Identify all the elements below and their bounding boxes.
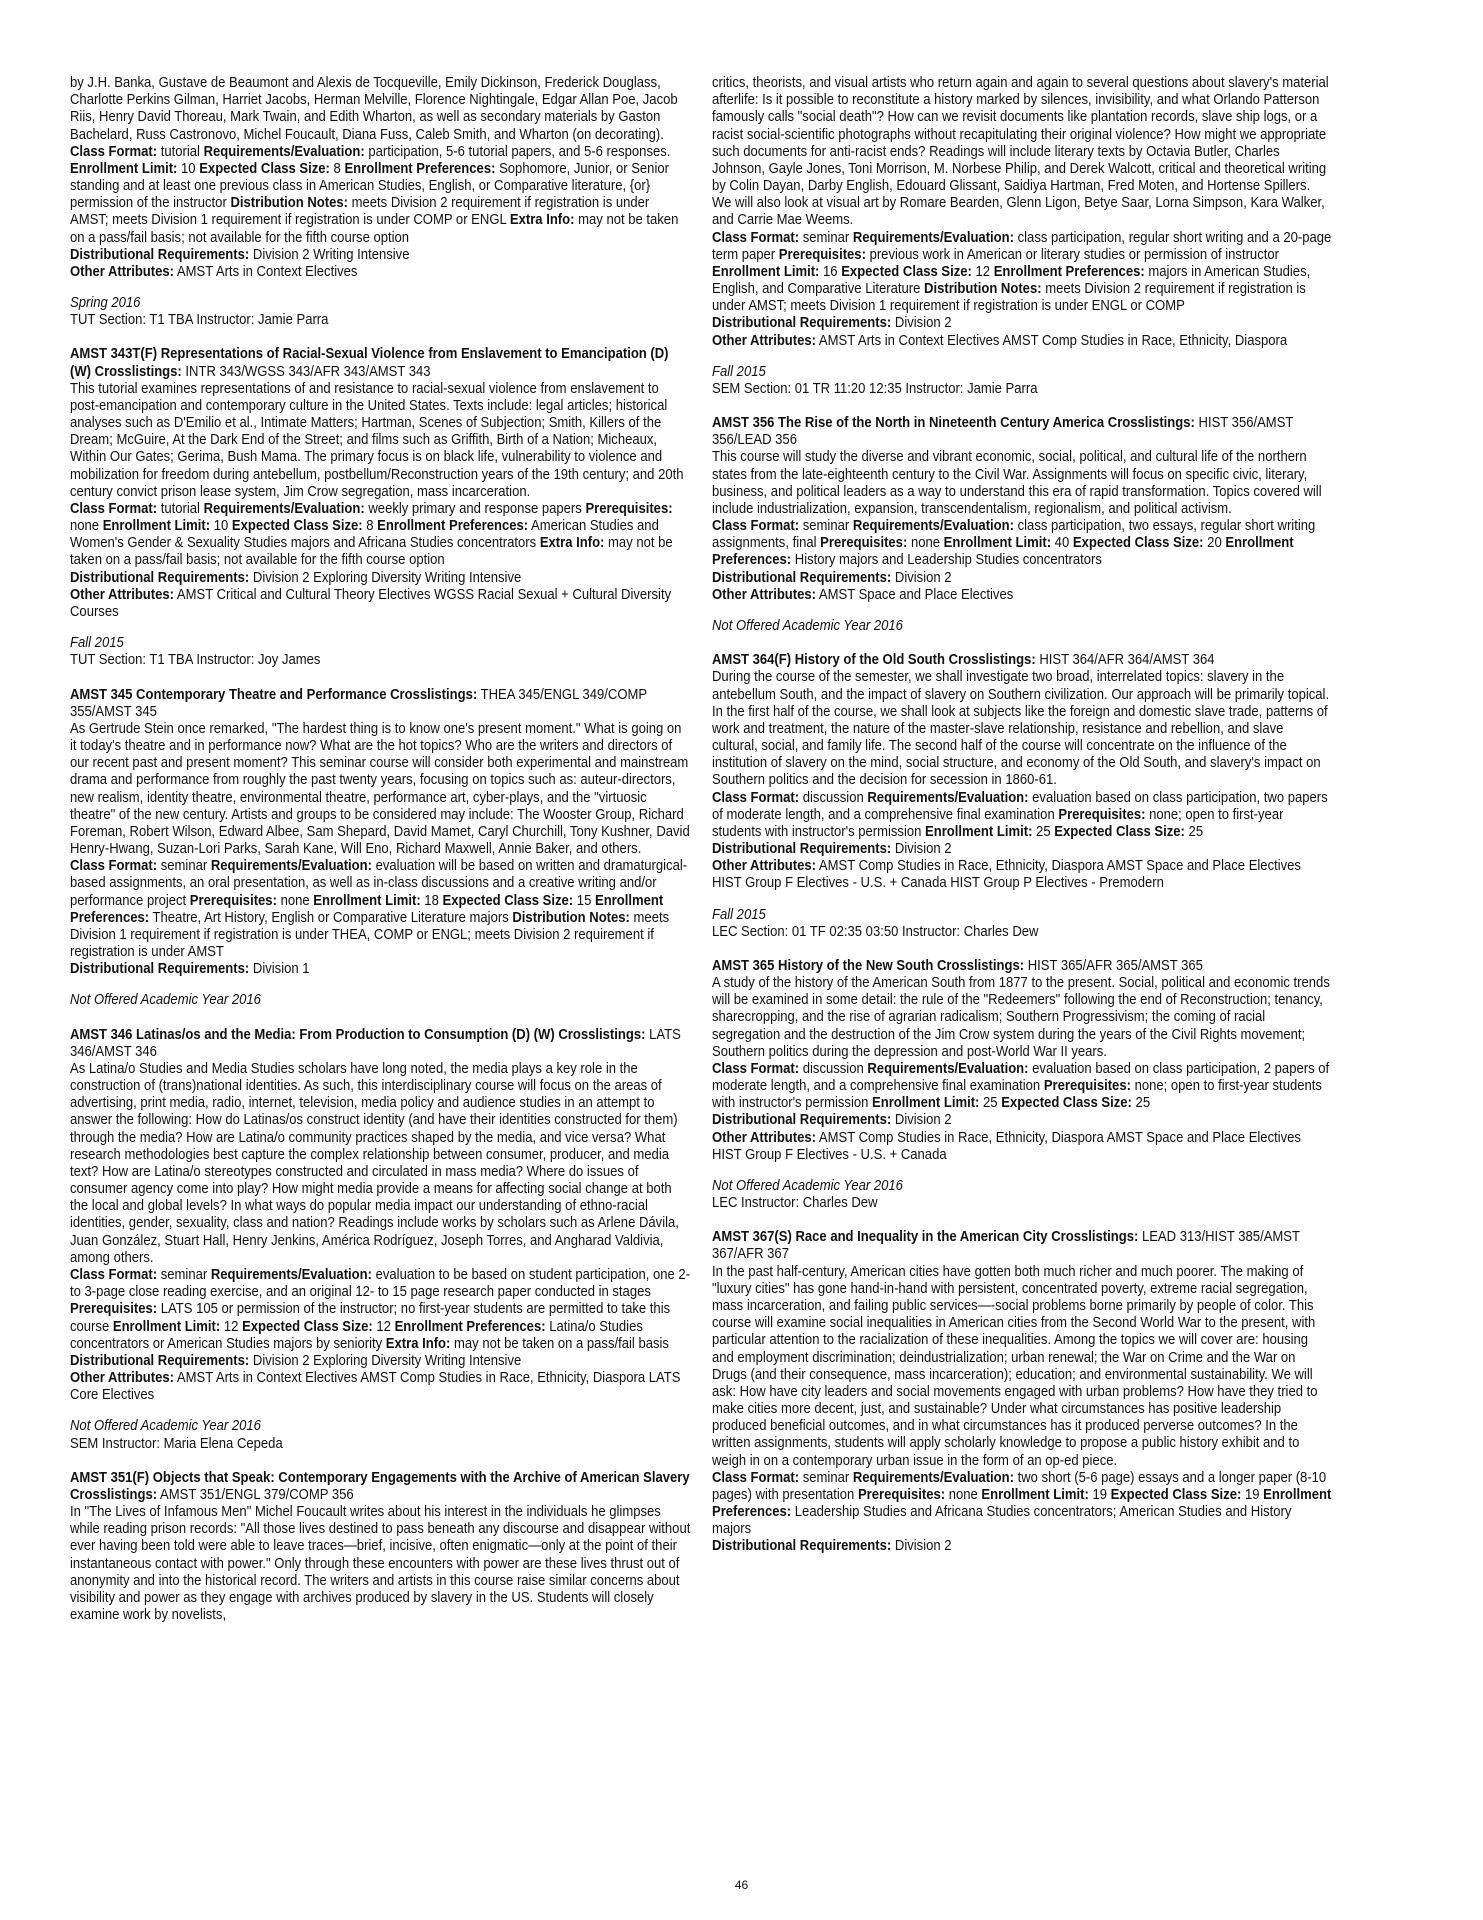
detail-label: Enrollment Preferences: bbox=[377, 517, 529, 535]
detail-label: Expected Class Size: bbox=[242, 1317, 373, 1335]
course-title: AMST 364(F) History of the Old South bbox=[711, 651, 945, 669]
detail-value: discussion bbox=[802, 788, 864, 806]
detail-value: Theatre, Art History, English or Comparative Literature majors bbox=[152, 908, 509, 926]
course-title: AMST 367(S) Race and Inequality in the American City bbox=[711, 1228, 1048, 1246]
detail-value: 10 bbox=[181, 159, 196, 177]
detail-value: seminar bbox=[160, 1266, 208, 1283]
distributional-value: Division 2 Writing Intensive bbox=[252, 245, 410, 263]
detail-label: Extra Info: bbox=[539, 534, 605, 552]
detail-label: Enrollment Limit: bbox=[943, 534, 1051, 552]
detail-value: Leadership Studies and Africana Studies concentrators; American Studies and History majors bbox=[711, 1503, 1291, 1538]
detail-value: Sophomore, Junior, or Senior standing and at least one previous class in American Studies, English, or Comparative literature, {or} permission of the instructor bbox=[70, 159, 669, 212]
distributional-label: Distributional Requirements: bbox=[711, 1111, 891, 1129]
detail-value: 12 bbox=[975, 262, 990, 280]
term-offered: Fall 2015 bbox=[70, 634, 124, 652]
detail-label: Class Format: bbox=[70, 499, 158, 517]
term-offered: Not Offered Academic Year 2016 bbox=[711, 1176, 903, 1194]
detail-value: majors in American Studies, English, and Comparative Literature bbox=[711, 262, 1310, 298]
distributional-requirements bbox=[712, 1537, 1332, 1554]
detail-label: Distribution Notes: bbox=[230, 194, 348, 212]
detail-label: Enrollment Limit: bbox=[871, 1094, 979, 1112]
detail-value: evaluation based on class participation, 2 papers of moderate length, and a comprehensive final examination bbox=[711, 1059, 1329, 1095]
detail-value: none bbox=[280, 891, 310, 909]
detail-label: Expected Class Size: bbox=[840, 262, 972, 280]
other-attributes bbox=[712, 857, 1332, 891]
other-attributes-label: Other Attributes: bbox=[70, 585, 175, 603]
crosslistings-value: LATS 346/AMST 346 bbox=[70, 1025, 681, 1060]
term-offered: Fall 2015 bbox=[711, 362, 766, 380]
detail-label: Class Format: bbox=[711, 228, 799, 246]
distributional-label: Distributional Requirements: bbox=[711, 1537, 891, 1555]
detail-value: seminar bbox=[802, 1468, 849, 1486]
section-info: TUT Section: T1 TBA Instructor: Jamie Parra bbox=[70, 311, 329, 329]
other-attributes-value: AMST Arts in Context Electives AMST Comp Studies in Race, Ethnicity, Diaspora bbox=[818, 331, 1287, 349]
detail-label: Enrollment Preferences: bbox=[344, 159, 496, 177]
course-description: by J.H. Banka, Gustave de Beaumont and Alexis de Tocqueville, Emily Dickinson, Frederick Douglass, Charlotte Perkins Gilman, Harriet Jacobs, Herman Melville, Florence Nightingale, Edgar Allan Poe, Jacob Riis, Henry David Thoreau, Mark Twain, and Edith Wharton, as well as secondary materials by Gaston Bachelard, Russ Castronovo, Michel Foucault, Diana Fuss, Caleb Smith, and Wharton (on decorating). bbox=[70, 74, 678, 143]
distributional-requirements bbox=[712, 1111, 1332, 1128]
detail-label: Requirements/Evaluation: bbox=[210, 857, 372, 875]
course-entry bbox=[712, 651, 1332, 940]
distributional-requirements bbox=[712, 314, 1332, 331]
other-attributes-value: AMST Arts in Context Electives AMST Comp Studies in Race, Ethnicity, Diaspora LATS Core Electives bbox=[70, 1369, 681, 1404]
detail-value: weekly primary and response papers bbox=[368, 499, 582, 517]
detail-label: Enrollment Preferences: bbox=[711, 1485, 1331, 1521]
term-offered: Not Offered Academic Year 2016 bbox=[70, 1417, 261, 1435]
other-attributes-label: Other Attributes: bbox=[711, 331, 816, 349]
course-description: This course will study the diverse and vibrant economic, social, political, and cultural life of the northern states from the late-eighteenth century to the Civil War. Assignments will focus on specific civic, literary, business, and political leaders as a way to understand this era of rapid transformation. Topics covered will include industrialization, expansion, transcendentalism, regionalism, and political activism. bbox=[711, 448, 1322, 517]
detail-value: evaluation to be based on student participation, one 2- to 3-page close reading exercise, and an original 12- to 15 page research paper conducted in stages bbox=[70, 1266, 691, 1301]
detail-label: Expected Class Size: bbox=[199, 159, 330, 177]
detail-label: Enrollment Limit: bbox=[112, 1317, 221, 1335]
detail-value: previous work in American or literary studies or permission of instructor bbox=[869, 245, 1279, 263]
section-info: LEC Section: 01 TF 02:35 03:50 Instructor: Charles Dew bbox=[711, 922, 1038, 940]
detail-label: Class Format: bbox=[70, 1266, 158, 1283]
detail-value: seminar bbox=[160, 857, 208, 875]
detail-label: Enrollment Limit: bbox=[313, 891, 421, 909]
course-description: As Latina/o Studies and Media Studies scholars have long noted, the media plays a key role in the construction of (trans)national identities. As such, this interdisciplinary course will focus on the areas of advertising, print media, radio, internet, television, media policy and audience studies in an attempt to answer the following: How do Latinas/os construct identity (and have their identities constructed for them) through the media? How are Latina/o community practices shaped by the media, and vice versa? What research methodologies best capture the complex relationship between consumer, producer, and media text? How are Latina/o stereotypes constructed and circulated in mass media? Where do issues of consumer agency come into play? How might media provide a means for affecting social change at both the local and global levels? In what ways do popular media impact our understanding of ethno-racial identities, gender, sexuality, class and nation? Readings include works by scholars such as Arlene Dávila, Juan González, Stuart Hall, Henry Jenkins, América Rodríguez, Joseph Torres, and Angharad Valdivia, among others. bbox=[70, 1059, 679, 1266]
detail-label: Expected Class Size: bbox=[1072, 534, 1204, 552]
detail-value: 18 bbox=[424, 891, 439, 909]
detail-label: Requirements/Evaluation: bbox=[866, 788, 1029, 806]
detail-label: Expected Class Size: bbox=[1110, 1485, 1241, 1503]
detail-label: Requirements/Evaluation: bbox=[852, 228, 1014, 246]
course-body bbox=[712, 957, 1332, 1112]
detail-label: Prerequisites: bbox=[819, 534, 907, 552]
course-title: AMST 356 The Rise of the North in Nineteenth Century America bbox=[711, 414, 1104, 432]
distributional-requirements bbox=[70, 960, 690, 977]
detail-label: Class Format: bbox=[70, 857, 158, 875]
distributional-value: Division 2 bbox=[894, 568, 952, 586]
detail-value: 8 bbox=[333, 159, 341, 177]
crosslistings-label: Crosslistings: bbox=[1050, 1228, 1138, 1246]
detail-value: tutorial bbox=[160, 499, 200, 517]
page-number: 46 bbox=[734, 1878, 749, 1892]
detail-value: 12 bbox=[376, 1317, 391, 1335]
detail-label: Requirements/Evaluation: bbox=[203, 142, 365, 160]
detail-value: 25 bbox=[1135, 1094, 1150, 1112]
distributional-requirements bbox=[70, 246, 690, 263]
detail-value: two short (5-6 page) essays and a longer paper (8-10 pages) with presentation bbox=[711, 1468, 1326, 1503]
course-body bbox=[712, 651, 1332, 840]
detail-value: History majors and Leadership Studies concentrators bbox=[794, 551, 1102, 569]
detail-value: 12 bbox=[223, 1317, 239, 1335]
distributional-value: Division 2 bbox=[894, 1537, 952, 1555]
section-info: SEM Instructor: Maria Elena Cepeda bbox=[70, 1434, 283, 1452]
distributional-value: Division 2 Exploring Diversity Writing Intensive bbox=[252, 1351, 522, 1369]
course-entry bbox=[70, 1026, 690, 1452]
detail-value: may not be taken on a pass/fail basis bbox=[454, 1334, 669, 1352]
detail-label: Requirements/Evaluation: bbox=[210, 1266, 372, 1283]
detail-value: 8 bbox=[366, 517, 374, 535]
distributional-value: Division 2 bbox=[894, 314, 952, 332]
course-description: As Gertrude Stein once remarked, "The hardest thing is to know one's present moment." What is going on it today's theatre and in performance now? What are the hot topics? Who are the writers and directors of our recent past and present moment? This seminar course will consider both experimental and mainstream drama and performance from roughly the past twenty years, focusing on topics such as: auteur-directors, new realism, identity theatre, environmental theatre, performance art, cyber-plays, and the "virtuosic theatre" of the new century. Artists and groups to be considered may include: The Wooster Group, Richard Foreman, Robert Wilson, Edward Albee, Sam Shepard, David Mamet, Caryl Churchill, Tony Kushner, David Henry-Hwang, Suzan-Lori Parks, Sarah Kane, Will Eno, Richard Maxwell, Annie Baker, and others. bbox=[70, 719, 690, 858]
detail-value: meets Division 2 requirement if registration is under AMST; meets Division 1 requirement if registration is under COMP or ENGL bbox=[70, 194, 650, 229]
course-entry bbox=[712, 1228, 1332, 1554]
detail-label: Enrollment Limit: bbox=[102, 517, 211, 535]
detail-label: Expected Class Size: bbox=[1053, 822, 1185, 840]
crosslistings-value: HIST 364/AFR 364/AMST 364 bbox=[1038, 651, 1215, 669]
detail-value: none bbox=[70, 517, 100, 535]
course-entry bbox=[70, 74, 690, 328]
term-offered: Spring 2016 bbox=[70, 294, 141, 312]
detail-value: American Studies and Women's Gender & Sexuality Studies majors and Africana Studies concentrators bbox=[70, 517, 659, 552]
detail-label: Prerequisites: bbox=[189, 891, 277, 909]
course-body bbox=[70, 1026, 690, 1352]
distributional-requirements bbox=[70, 1352, 690, 1369]
distributional-label: Distributional Requirements: bbox=[70, 960, 250, 978]
detail-value: participation, 5-6 tutorial papers, and 5-6 responses. bbox=[368, 142, 671, 160]
detail-label: Class Format: bbox=[711, 788, 799, 806]
other-attributes bbox=[712, 1129, 1332, 1163]
other-attributes-value: AMST Arts in Context Electives bbox=[176, 262, 358, 280]
detail-label: Enrollment Limit: bbox=[70, 159, 178, 177]
other-attributes-value: AMST Comp Studies in Race, Ethnicity, Diaspora AMST Space and Place Electives HIST Group F Electives - U.S. + Canada HIST Group P Electives - Premodern bbox=[711, 857, 1301, 892]
detail-label: Expected Class Size: bbox=[231, 517, 363, 535]
crosslistings-value: THEA 345/ENGL 349/COMP 355/AMST 345 bbox=[70, 685, 647, 720]
detail-value: may not be taken on a pass/fail basis; not available for the fifth course option bbox=[70, 211, 679, 246]
course-entry bbox=[70, 345, 690, 668]
other-attributes-label: Other Attributes: bbox=[70, 262, 175, 280]
course-body bbox=[70, 345, 690, 568]
detail-label: Prerequisites: bbox=[778, 245, 866, 263]
course-description: A study of the history of the American South from 1877 to the present. Social, political and economic trends will be examined in some detail: the rule of the "Redeemers" following the end of Reconstruction; tenancy, sharecropping, and the rise of agrarian radicalism; Southern Progressivism; the coming of racial segregation and the destruction of the Jim Crow system during the years of the Civil Rights movement; Southern politics during the depression and post-World War II years. bbox=[711, 974, 1330, 1060]
detail-value: none bbox=[948, 1485, 978, 1503]
other-attributes-value: AMST Comp Studies in Race, Ethnicity, Diaspora AMST Space and Place Electives HIST Group F Electives - U.S. + Canada bbox=[711, 1128, 1301, 1163]
other-attributes bbox=[70, 586, 690, 620]
distributional-label: Distributional Requirements: bbox=[711, 568, 891, 586]
distributional-requirements bbox=[712, 840, 1332, 857]
course-description: In the past half-century, American cities have gotten both much richer and much poorer. The making of "luxury cities" has gone hand-in-hand with persistent, concentrated poverty, extreme racial segregation, mass incarceration, and failing public services—-social problems borne primarily by people of color. This course will examine social inequalities in American cities from the Second World War to the present, with particular attention to the racialization of these inequalities. Among the topics we will cover are: housing and employment discrimination; deindustrialization; urban renewal; the War on Crime and the War on Drugs (and their consequence, mass incarceration); education; and environmental sustainability. We will ask: How have city leaders and social movements engaged with urban problems? How have they tried to make cities more decent, just, and sustainable? Under what circumstances has positive leadership produced beneficial outcomes, and in what circumstances has it produced perverse outcomes? In the written assignments, students will apply scholarly knowledge to propose a public history exhibit and to weigh in on a contemporary urban issue in the form of an op-ed piece. bbox=[711, 1262, 1317, 1469]
detail-label: Enrollment Limit: bbox=[980, 1485, 1089, 1503]
detail-label: Class Format: bbox=[711, 1468, 799, 1486]
distributional-value: Division 1 bbox=[252, 960, 310, 978]
other-attributes bbox=[712, 586, 1332, 603]
distributional-label: Distributional Requirements: bbox=[711, 840, 891, 858]
distributional-value: Division 2 bbox=[894, 840, 952, 858]
detail-label: Enrollment Preferences: bbox=[70, 891, 664, 926]
detail-value: discussion bbox=[802, 1059, 864, 1077]
course-entry bbox=[712, 74, 1332, 397]
other-attributes-label: Other Attributes: bbox=[711, 857, 816, 875]
detail-value: none; open to first-year students with instructor's permission bbox=[711, 1077, 1322, 1112]
course-entry bbox=[70, 686, 690, 1009]
course-title: AMST 351(F) Objects that Speak: Contemporary Engagements with the Archive of American Slavery bbox=[70, 1468, 690, 1486]
crosslistings-value: AMST 351/ENGL 379/COMP 356 bbox=[160, 1485, 354, 1503]
detail-value: evaluation will be based on written and dramaturgical-based assignments, an oral presentation, as well as in-class discussions and a creative writing and/or performance project bbox=[70, 857, 688, 909]
distributional-value: Division 2 Exploring Diversity Writing Intensive bbox=[252, 568, 522, 586]
detail-label: Prerequisites: bbox=[1057, 805, 1145, 823]
crosslistings-label: Crosslistings: bbox=[948, 651, 1036, 669]
detail-label: Expected Class Size: bbox=[442, 891, 574, 909]
detail-label: Enrollment Preferences: bbox=[711, 534, 1294, 569]
detail-value: seminar bbox=[802, 517, 849, 535]
detail-value: meets Division 1 requirement if registration is under THEA, COMP or ENGL; meets Division 2 requirement if registration is under AMST bbox=[70, 908, 670, 961]
detail-value: 25 bbox=[1035, 822, 1051, 840]
course-body bbox=[70, 74, 690, 246]
detail-value: 20 bbox=[1206, 534, 1222, 552]
course-body bbox=[712, 1228, 1332, 1537]
detail-value: may not be taken on a pass/fail basis; not available for the fifth course option bbox=[70, 534, 673, 569]
distributional-value: Division 2 bbox=[894, 1111, 952, 1129]
course-description: During the course of the semester, we shall investigate two broad, interrelated topics: slavery in the antebellum South, and the impact of slavery on Southern civilization. Our approach will be primarily topical. In the first half of the course, we shall look at subjects like the foreign and domestic slave trade, patterns of work and treatment, the nature of the master-slave relationship, resistance and rebellion, and slave cultural, social, and family life. The second half of the course will concentrate on the influence of the institution of slavery on the mind, social structure, and economy of the Old South, and slavery's impact on Southern politics and the decision for secession in 1860-61. bbox=[711, 668, 1329, 789]
detail-label: Requirements/Evaluation: bbox=[203, 499, 365, 517]
crosslistings-label: Crosslistings: bbox=[390, 685, 478, 703]
course-entry bbox=[712, 414, 1332, 634]
section-info: LEC Instructor: Charles Dew bbox=[711, 1194, 878, 1212]
detail-value: meets Division 2 requirement if registration is under AMST; meets Division 1 requirement if registration is under ENGL or COMP bbox=[711, 280, 1306, 315]
detail-value: 10 bbox=[213, 517, 229, 535]
crosslistings-value: HIST 365/AFR 365/AMST 365 bbox=[1027, 956, 1203, 974]
crosslistings-label: Crosslistings: bbox=[1107, 414, 1195, 432]
course-entry bbox=[712, 957, 1332, 1211]
course-description: critics, theorists, and visual artists who return again and again to several questions about slavery's material afterlife: Is it possible to reconstitute a history marked by silences, invisibility, and what Orlando Patterson famously calls "social death"? How can we revisit documents like plantation records, slave ship logs, or a racist social-scientific photographs without recapitulating their original violence? How might we appropriate such documents for anti-racist ends? Readings will include literary texts by Octavia Butler, Charles Johnson, Gayle Jones, Toni Morrison, M. Norbese Philip, and Derek Walcott, critical and theoretical writing by Colin Dayan, Darby English, Edouard Glissant, Saidiya Hartman, Fred Moten, and Hortense Spillers. We will also look at visual art by Romare Bearden, Glenn Ligon, Betye Saar, Lorna Simpson, Kara Walker, and Carrie Mae Weems. bbox=[711, 74, 1329, 229]
distributional-label: Distributional Requirements: bbox=[70, 1351, 250, 1369]
course-entry bbox=[70, 1469, 690, 1624]
course-body bbox=[712, 74, 1332, 314]
detail-label: Prerequisites: bbox=[70, 1300, 158, 1318]
detail-value: none; open to first-year students with instructor's permission bbox=[711, 805, 1283, 840]
detail-value: 19 bbox=[1244, 1485, 1259, 1503]
detail-label: Extra Info: bbox=[509, 211, 575, 229]
other-attributes-value: AMST Critical and Cultural Theory Electives WGSS Racial Sexual + Cultural Diversity Courses bbox=[70, 585, 672, 620]
left-column bbox=[70, 74, 690, 1854]
detail-label: Enrollment Limit: bbox=[711, 262, 819, 280]
detail-value: 15 bbox=[576, 891, 592, 909]
term-offered: Fall 2015 bbox=[711, 905, 766, 923]
detail-value: 16 bbox=[822, 262, 838, 280]
course-title: AMST 345 Contemporary Theatre and Performance bbox=[70, 685, 387, 703]
detail-value: 25 bbox=[1188, 822, 1203, 840]
other-attributes-value: AMST Space and Place Electives bbox=[818, 585, 1013, 603]
catalog-page bbox=[70, 74, 1433, 1854]
detail-label: Distribution Notes: bbox=[512, 908, 630, 926]
other-attributes-label: Other Attributes: bbox=[70, 1369, 175, 1387]
detail-value: 40 bbox=[1054, 534, 1069, 552]
right-column bbox=[712, 74, 1332, 1854]
other-attributes-label: Other Attributes: bbox=[711, 1128, 816, 1146]
detail-value: 25 bbox=[982, 1094, 998, 1112]
crosslistings-label: Crosslistings: bbox=[94, 362, 182, 380]
other-attributes bbox=[70, 263, 690, 280]
detail-label: Distribution Notes: bbox=[923, 280, 1042, 298]
crosslistings-value: LEAD 313/HIST 385/AMST 367/AFR 367 bbox=[711, 1228, 1300, 1263]
crosslistings-label: Crosslistings: bbox=[558, 1025, 646, 1043]
detail-value: tutorial bbox=[160, 142, 200, 160]
other-attributes-label: Other Attributes: bbox=[711, 585, 816, 603]
course-title: AMST 343T(F) Representations of Racial-Sexual Violence from Enslavement to Emancipation (D) (W) bbox=[70, 345, 669, 380]
term-offered: Not Offered Academic Year 2016 bbox=[70, 991, 261, 1009]
detail-value: seminar bbox=[802, 228, 849, 246]
detail-label: Prerequisites: bbox=[1043, 1077, 1131, 1095]
detail-label: Prerequisites: bbox=[857, 1485, 945, 1503]
course-body bbox=[712, 414, 1332, 569]
course-body bbox=[70, 1469, 690, 1624]
crosslistings-label: Crosslistings: bbox=[70, 1485, 158, 1503]
detail-label: Expected Class Size: bbox=[1000, 1094, 1132, 1112]
distributional-label: Distributional Requirements: bbox=[711, 314, 891, 332]
detail-label: Enrollment Limit: bbox=[924, 822, 1032, 840]
course-title: AMST 365 History of the New South bbox=[711, 956, 933, 974]
detail-label: Extra Info: bbox=[385, 1334, 451, 1352]
detail-label: Enrollment Preferences: bbox=[993, 262, 1145, 280]
detail-value: 19 bbox=[1091, 1485, 1107, 1503]
course-title: AMST 346 Latinas/os and the Media: From Production to Consumption (D) (W) bbox=[70, 1025, 555, 1043]
detail-label: Requirements/Evaluation: bbox=[852, 1468, 1014, 1486]
distributional-label: Distributional Requirements: bbox=[70, 245, 250, 263]
distributional-requirements bbox=[70, 569, 690, 586]
detail-label: Enrollment Preferences: bbox=[394, 1317, 546, 1335]
detail-label: Class Format: bbox=[711, 1059, 799, 1077]
other-attributes bbox=[712, 332, 1332, 349]
detail-label: Requirements/Evaluation: bbox=[852, 517, 1014, 535]
other-attributes bbox=[70, 1369, 690, 1403]
course-body bbox=[70, 686, 690, 961]
term-offered: Not Offered Academic Year 2016 bbox=[711, 616, 903, 634]
detail-value: Latina/o Studies concentrators or American Studies majors by seniority bbox=[70, 1317, 643, 1352]
distributional-requirements bbox=[712, 569, 1332, 586]
detail-value: LATS 105 or permission of the instructor; no first-year students are permitted to take this course bbox=[70, 1300, 671, 1335]
course-description: This tutorial examines representations of and resistance to racial-sexual violence from enslavement to post-emancipation and contemporary culture in the United States. Texts include: legal articles; historical analyses such as D'Emilio et al., Intimate Matters; Hartman, Scenes of Subjection; Smith, Killers of the Dream; McGuire, At the Dark End of the Street; and films such as Griffith, Birth of a Nation; Micheaux, Within Our Gates; Gerima, Bush Mama. The primary focus is on black life, vulnerability to violence and mobilization for freedom during antebellum, postbellum/Reconstruction years of the 19th century; and 20th century convict prison lease system, Jim Crow segregation, mass incarceration. bbox=[70, 379, 684, 500]
section-info: SEM Section: 01 TR 11:20 12:35 Instructor: Jamie Parra bbox=[711, 379, 1037, 397]
crosslistings-label: Crosslistings: bbox=[936, 956, 1024, 974]
crosslistings-value: INTR 343/WGSS 343/AFR 343/AMST 343 bbox=[185, 362, 431, 380]
detail-label: Class Format: bbox=[711, 517, 799, 535]
detail-label: Class Format: bbox=[70, 142, 158, 160]
course-description: In "The Lives of Infamous Men" Michel Foucault writes about his interest in the individuals he glimpses while reading prison records: "All those lives destined to pass beneath any discourse and disappear without ever having been told were able to leave traces—brief, incisive, often enigmatic—only at the point of their instantaneous contact with power." Only through these encounters with power are these lives thrust out of anonymity and into the historical record. The writers and artists in this course raise similar concerns about visibility and power as they engage with archives produced by slavery in the US. Students will closely examine work by novelists, bbox=[70, 1503, 691, 1624]
detail-value: none bbox=[910, 534, 940, 552]
detail-label: Prerequisites: bbox=[585, 499, 673, 517]
distributional-label: Distributional Requirements: bbox=[70, 568, 250, 586]
section-info: TUT Section: T1 TBA Instructor: Joy James bbox=[70, 651, 321, 669]
detail-value: class participation, regular short writing and a 20-page term paper bbox=[711, 228, 1331, 263]
detail-label: Requirements/Evaluation: bbox=[866, 1059, 1029, 1077]
detail-value: class participation, two essays, regular short writing assignments, final bbox=[711, 517, 1315, 552]
detail-value: evaluation based on class participation, two papers of moderate length, and a comprehensive final examination bbox=[711, 788, 1328, 823]
crosslistings-value: HIST 356/AMST 356/LEAD 356 bbox=[711, 414, 1293, 449]
